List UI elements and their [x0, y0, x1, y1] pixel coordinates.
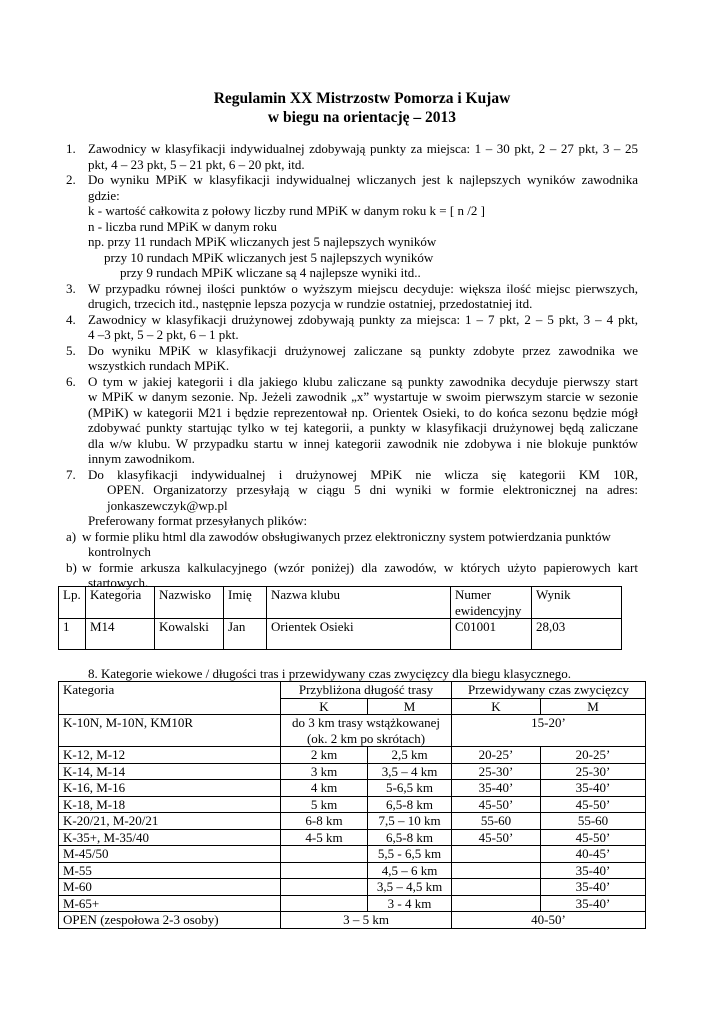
cat-cell: 35-40’ [541, 879, 646, 896]
cat-cell: 35-40’ [452, 780, 541, 797]
cat-cell: 4-5 km [281, 829, 368, 846]
cat-cell: 15-20’ [452, 715, 646, 747]
cat-cell: 5-6,5 km [368, 780, 452, 797]
results-header: Nazwisko [155, 587, 224, 619]
cat-row [59, 879, 646, 896]
cat-row [59, 796, 646, 813]
category-table [58, 681, 646, 929]
cat-cell: 25-30’ [452, 763, 541, 780]
cat-cell: 6-8 km [281, 813, 368, 830]
cat-cell: 4 km [281, 780, 368, 797]
cat-cell: 20-25’ [541, 747, 646, 764]
results-header: Kategoria [86, 587, 155, 619]
item-letter: b) [66, 560, 77, 575]
cat-cell [452, 879, 541, 896]
results-cell: M14 [86, 619, 155, 650]
item-2-line: gdzie: [88, 188, 120, 203]
cat-cell: 45-50’ [452, 829, 541, 846]
cat-cell: 2 km [281, 747, 368, 764]
item-number: 3. [66, 281, 76, 296]
cat-header: Przybliżona długość trasy [281, 682, 452, 699]
cat-cell: 40-45’ [541, 846, 646, 863]
item-number: 6. [66, 374, 76, 389]
cat-header-k: K [281, 698, 368, 715]
results-header: Nazwa klubu [267, 587, 451, 619]
item-2-line: k - wartość całkowita z połowy liczby rund MPiK w danym roku k = [ n /2 ] [88, 203, 485, 218]
item-1-line: Zawodnicy w klasyfikacji indywidualnej zdobywają punkty za miejsca: 1 – 30 pkt, 2 – 27 pkt, 3 – 25 [88, 141, 638, 156]
cat-cell: 35-40’ [541, 895, 646, 912]
item-7-email: jonkaszewczyk@wp.pl [107, 498, 228, 513]
cat-row [59, 747, 646, 764]
cat-cell: K-10N, M-10N, KM10R [59, 715, 281, 747]
cat-cell: M-60 [59, 879, 281, 896]
results-cell: 28,03 [532, 619, 622, 650]
cat-cell: 3,5 – 4,5 km [368, 879, 452, 896]
cat-cell [452, 846, 541, 863]
cat-cell [281, 862, 368, 879]
cat-cell: M-45/50 [59, 846, 281, 863]
item-7-line: Do klasyfikacji indywidualnej i drużynowej MPiK nie wlicza się kategorii KM 10R, [88, 467, 638, 482]
item-2-line: przy 9 rundach MPiK wliczane są 4 najlepsze wyniki itd.. [120, 265, 421, 280]
item-number: 5. [66, 343, 76, 358]
cat-cell: 3 – 5 km [281, 912, 452, 929]
cat-header-k: K [452, 698, 541, 715]
results-cell: C01001 [451, 619, 532, 650]
cat-row [59, 895, 646, 912]
cat-cell: 55-60 [541, 813, 646, 830]
item-a-line: kontrolnych [88, 544, 151, 559]
cat-cell: K-16, M-16 [59, 780, 281, 797]
cat-row [59, 862, 646, 879]
item-4-line: 4 –3 pkt, 5 – 2 pkt, 6 – 1 pkt. [88, 327, 239, 342]
item-2-line: np. przy 11 rundach MPiK wliczanych jest 5 najlepszych wyników [88, 234, 437, 249]
results-cell: 1 [59, 619, 86, 650]
cat-cell: 45-50’ [452, 796, 541, 813]
cat-cell: 6,5-8 km [368, 796, 452, 813]
item-4-line: Zawodnicy w klasyfikacji drużynowej zdobywają punkty za miejsca: 1 – 7 pkt, 2 – 5 pkt, 3 – 4 pkt, [88, 312, 638, 327]
item-6-line: (MPiK) w kategorii M21 i będzie reprezentował np. Orientek Osieki, to do końca sezonu będzie mógł [88, 405, 638, 420]
item-6-line: dla w/w klubu. W przypadku startu w innej kategorii zawodnik nie zdobywa i nie blokuje punktów [88, 436, 638, 451]
cat-cell: K-14, M-14 [59, 763, 281, 780]
cat-cell: 3,5 – 4 km [368, 763, 452, 780]
cat-cell: 40-50’ [452, 912, 646, 929]
cat-cell: 5,5 - 6,5 km [368, 846, 452, 863]
item-3-line: drugich, trzecich itd., następnie lepsza pozycja w rundzie ostatniej, przedostatniej itd. [88, 296, 533, 311]
cat-row [59, 780, 646, 797]
item-letter: a) [66, 529, 77, 544]
page-title-line1: Regulamin XX Mistrzostw Pomorza i Kujaw [213, 90, 511, 107]
cat-cell: 7,5 – 10 km [368, 813, 452, 830]
cat-cell: 6,5-8 km [368, 829, 452, 846]
page-title-line2: w biegu na orientację – 2013 [267, 109, 457, 126]
item-5-line: Do wyniku MPiK w klasyfikacji drużynowej zaliczane są punkty zdobyte przez zawodnika we [88, 343, 638, 358]
item-2-line: n - liczba rund MPiK w danym roku [88, 219, 277, 234]
item-7-line: Preferowany format przesyłanych plików: [88, 513, 308, 528]
cat-cell: 5 km [281, 796, 368, 813]
cat-cell: 3 km [281, 763, 368, 780]
cat-cell [281, 879, 368, 896]
cat-cell: 45-50’ [541, 829, 646, 846]
item-6-line: O tym w jakiej kategorii i dla jakiego klubu zaliczane są punkty zawodnika decyduje pierwszy start [88, 374, 638, 389]
cat-row [59, 829, 646, 846]
results-cell: Jan [224, 619, 267, 650]
cat-cell: K-12, M-12 [59, 747, 281, 764]
item-1-line: pkt, 4 – 23 pkt, 5 – 21 pkt, 6 – 20 pkt, itd. [88, 157, 305, 172]
item-number: 7. [66, 467, 76, 482]
results-table [58, 586, 622, 650]
results-header: Imię [224, 587, 267, 619]
cat-cell: K-35+, M-35/40 [59, 829, 281, 846]
cat-header-m: M [368, 698, 452, 715]
item-number: 1. [66, 141, 76, 156]
results-header: Numer ewidencyjny [451, 587, 532, 619]
cat-cell: 35-40’ [541, 780, 646, 797]
cat-cell: M-65+ [59, 895, 281, 912]
cat-cell: 2,5 km [368, 747, 452, 764]
cat-header-m: M [541, 698, 646, 715]
cat-row [59, 846, 646, 863]
cat-cell: 20-25’ [452, 747, 541, 764]
cat-cell: 45-50’ [541, 796, 646, 813]
item-a-line: w formie pliku html dla zawodów obsługiwanych przez elektroniczny system potwierdzania punktów [82, 529, 611, 544]
cat-cell: K-20/21, M-20/21 [59, 813, 281, 830]
results-header: Lp. [59, 587, 86, 619]
cat-cell: OPEN (zespołowa 2-3 osoby) [59, 912, 281, 929]
cat-cell [281, 895, 368, 912]
cat-cell [452, 862, 541, 879]
item-number: 2. [66, 172, 76, 187]
cat-cell [281, 846, 368, 863]
section-8-heading: 8. Kategorie wiekowe / długości tras i przewidywany czas zwycięzcy dla biegu klasycznego. [88, 666, 571, 681]
item-2-line: Do wyniku MPiK w klasyfikacji indywidualnej wliczanych jest k najlepszych wyników zawodnika [88, 172, 638, 187]
item-6-line: zdobywać punkty startując tylko w tej kategorii, a punkty w klasyfikacji drużynowej będą zaliczane [88, 420, 638, 435]
results-cell: Orientek Osieki [267, 619, 451, 650]
item-6-line: w MPiK w danym sezonie. Np. Jeżeli zawodnik „x” wystartuje w swoim pierwszym starcie w sezonie [88, 389, 638, 404]
item-6-line: innym zawodnikom. [88, 451, 195, 466]
cat-cell: 35-40’ [541, 862, 646, 879]
item-2-line: przy 10 rundach MPiK wliczanych jest 5 najlepszych wyników [104, 250, 434, 265]
item-5-line: wszystkich rundach MPiK. [88, 358, 230, 373]
cat-row [59, 813, 646, 830]
item-number: 4. [66, 312, 76, 327]
cat-cell [452, 895, 541, 912]
cat-cell: 25-30’ [541, 763, 646, 780]
item-3-line: W przypadku równej ilości punktów o wyższym miejscu decyduje: większa ilość miejsc pierwszych, [88, 281, 638, 296]
cat-cell: K-18, M-18 [59, 796, 281, 813]
cat-header: Kategoria [59, 682, 281, 715]
cat-cell: 55-60 [452, 813, 541, 830]
cat-cell: M-55 [59, 862, 281, 879]
cat-row [59, 763, 646, 780]
cat-cell: 4,5 – 6 km [368, 862, 452, 879]
cat-cell: 3 - 4 km [368, 895, 452, 912]
item-b-line: startowych. [88, 575, 149, 590]
item-7-line: OPEN. Organizatorzy przesyłają w ciągu 5 dni wyniki w formie elektronicznej na adres: [107, 482, 638, 497]
results-cell: Kowalski [155, 619, 224, 650]
cat-header: Przewidywany czas zwycięzcy [452, 682, 646, 699]
cat-cell: do 3 km trasy wstążkowanej (ok. 2 km po skrótach) [281, 715, 452, 747]
item-b-line: w formie arkusza kalkulacyjnego (wzór poniżej) dla zawodów, w których użyto papierowych kart [82, 560, 638, 575]
results-header: Wynik [532, 587, 622, 619]
